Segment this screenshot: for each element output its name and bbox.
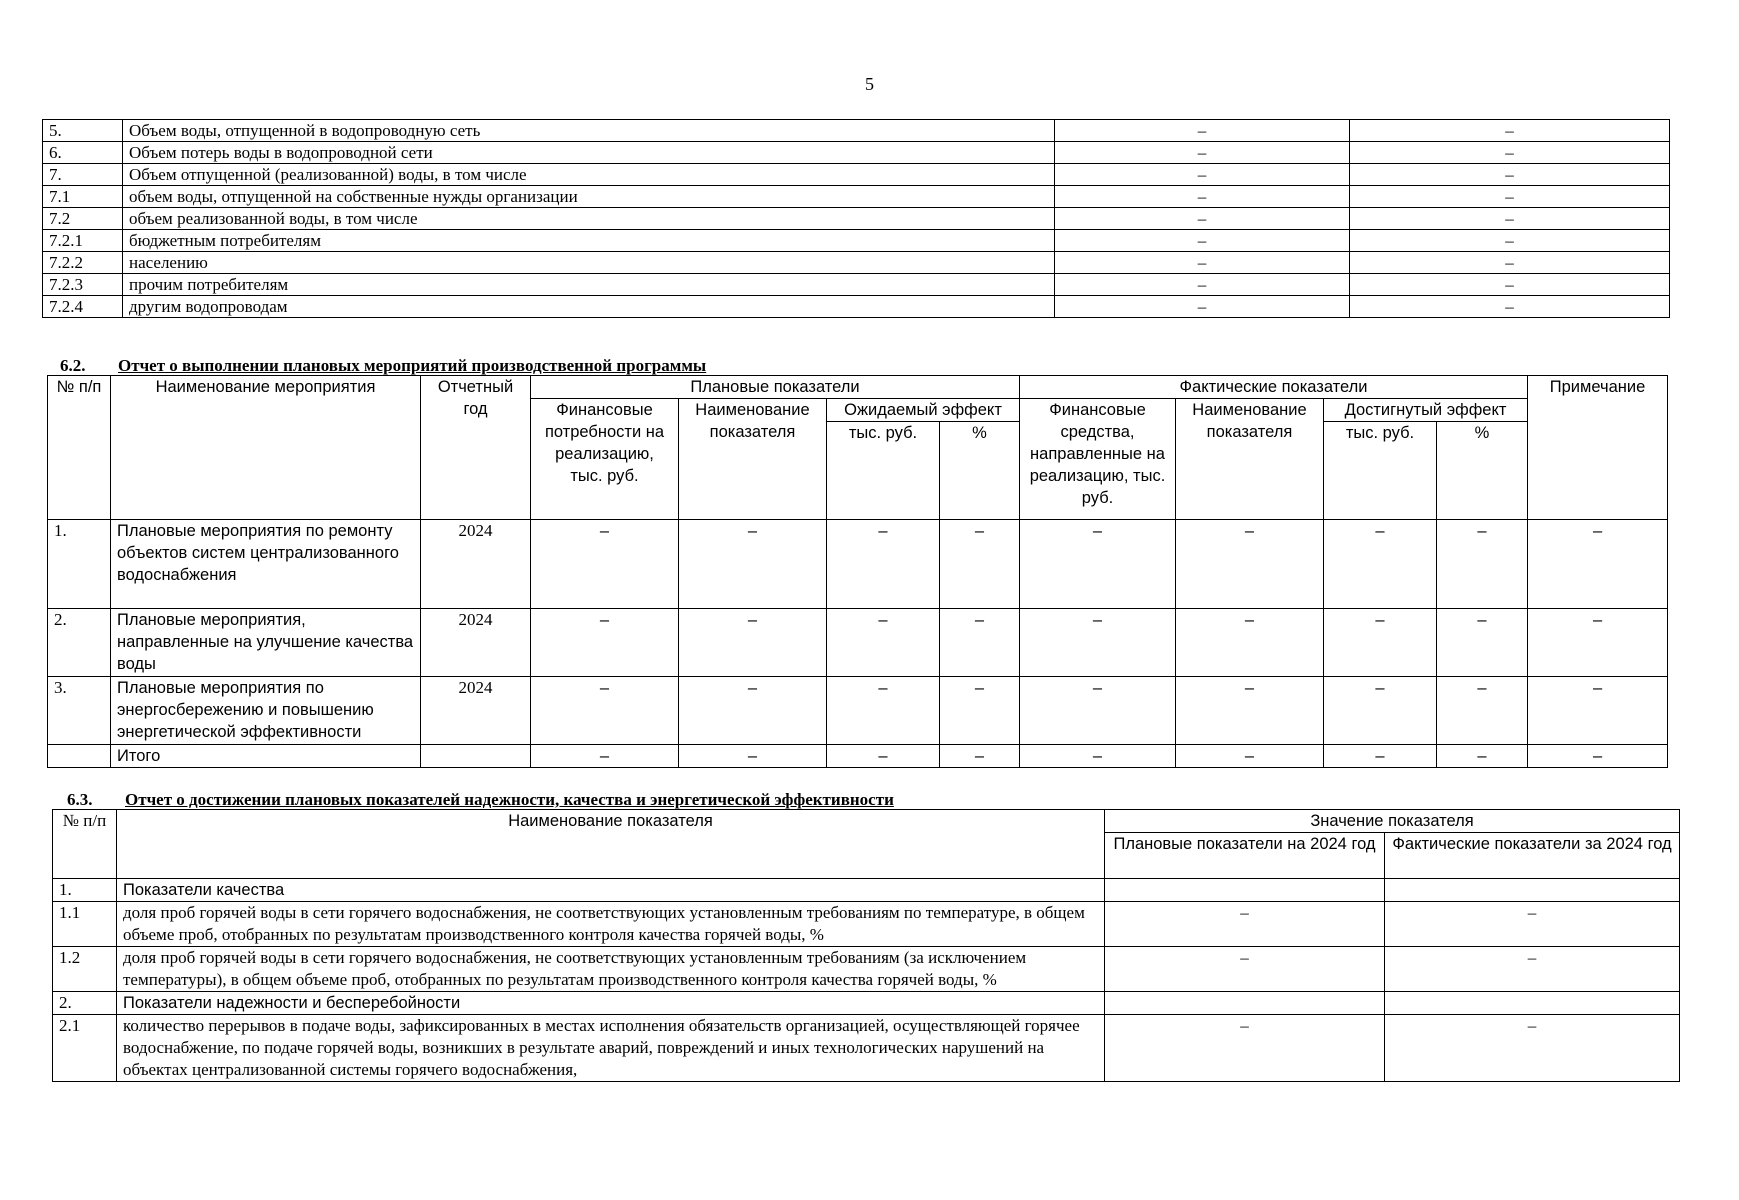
row-number: 7.2.3 xyxy=(43,274,123,296)
cell: – xyxy=(531,745,679,768)
fact-value: – xyxy=(1385,947,1680,992)
table-row xyxy=(53,902,1680,947)
row-year: 2024 xyxy=(421,609,531,677)
col-header-actual: Фактические показатели xyxy=(1020,376,1528,399)
plan-value: – xyxy=(1055,252,1350,274)
row-number: 7.2.1 xyxy=(43,230,123,252)
fact-value: – xyxy=(1350,142,1670,164)
col-header-name: Наименование показателя xyxy=(117,810,1105,879)
row-number: 1. xyxy=(53,879,117,902)
fact-value: – xyxy=(1350,208,1670,230)
plan-value: – xyxy=(1055,274,1350,296)
cell: – xyxy=(531,520,679,609)
cell: – xyxy=(1528,677,1668,745)
cell: – xyxy=(531,609,679,677)
row-number: 7.2.4 xyxy=(43,296,123,318)
cell: – xyxy=(1020,609,1176,677)
cell: – xyxy=(1528,520,1668,609)
plan-value: – xyxy=(1105,1015,1385,1082)
cell: – xyxy=(1324,520,1437,609)
cell: – xyxy=(1437,520,1528,609)
section-number: 6.3. xyxy=(67,790,93,809)
table-row xyxy=(53,947,1680,992)
col-header-year: Отчетный год xyxy=(421,376,531,520)
cell: – xyxy=(1020,677,1176,745)
cell: – xyxy=(679,609,827,677)
row-number: 5. xyxy=(43,120,123,142)
row-name: Объем отпущенной (реализованной) воды, в том числе xyxy=(123,164,1055,186)
cell: – xyxy=(940,745,1020,768)
row-number: 7. xyxy=(43,164,123,186)
col-header-name: Наименование мероприятия xyxy=(111,376,421,520)
row-number: 2.1 xyxy=(53,1015,117,1082)
section-number: 6.2. xyxy=(60,356,86,375)
row-name: объем реализованной воды, в том числе xyxy=(123,208,1055,230)
col-header-fact: Фактические показатели за 2024 год xyxy=(1385,833,1680,879)
cell: – xyxy=(827,745,940,768)
total-label: Итого xyxy=(111,745,421,768)
col-header-num: № п/п xyxy=(48,376,111,520)
col-header-num: № п/п xyxy=(53,810,117,879)
table-row xyxy=(53,879,1680,902)
plan-value xyxy=(1105,879,1385,902)
fact-value: – xyxy=(1350,164,1670,186)
fact-value: – xyxy=(1350,274,1670,296)
plan-value: – xyxy=(1105,902,1385,947)
total-year xyxy=(421,745,531,768)
row-name: Плановые мероприятия по ремонту объектов систем централизованного водоснабжения xyxy=(111,520,421,609)
cell: – xyxy=(1324,677,1437,745)
cell: – xyxy=(1324,609,1437,677)
col-header-note: Примечание xyxy=(1528,376,1668,520)
cell: – xyxy=(940,520,1020,609)
col-header-plan-indicator: Наименование показателя xyxy=(679,399,827,520)
fact-value: – xyxy=(1350,252,1670,274)
fact-value: – xyxy=(1385,1015,1680,1082)
table-row xyxy=(43,296,1670,318)
cell: – xyxy=(827,520,940,609)
row-number: 7.1 xyxy=(43,186,123,208)
row-name: Объем потерь воды в водопроводной сети xyxy=(123,142,1055,164)
measures-table xyxy=(47,375,1668,768)
row-name: Объем воды, отпущенной в водопроводную сеть xyxy=(123,120,1055,142)
fact-value: – xyxy=(1350,230,1670,252)
cell: – xyxy=(1020,520,1176,609)
cell: – xyxy=(1528,745,1668,768)
col-header-expected-effect: Ожидаемый эффект xyxy=(827,399,1020,422)
cell: – xyxy=(1176,745,1324,768)
row-name: доля проб горячей воды в сети горячего водоснабжения, не соответствующих установленным требованиям (за исключением температуры), в общем объеме проб, отобранных по результатам производственного контроля качества горячей воды, % xyxy=(117,947,1105,992)
plan-value: – xyxy=(1055,164,1350,186)
fact-value xyxy=(1385,879,1680,902)
col-header-plan: Плановые показатели на 2024 год xyxy=(1105,833,1385,879)
total-row xyxy=(48,745,1668,768)
row-number: 1. xyxy=(48,520,111,609)
cell: – xyxy=(1176,520,1324,609)
section-title: Отчет о выполнении плановых мероприятий производственной программы xyxy=(118,356,707,375)
fact-value xyxy=(1385,992,1680,1015)
row-number: 1.1 xyxy=(53,902,117,947)
fact-value: – xyxy=(1385,902,1680,947)
cell: – xyxy=(1437,609,1528,677)
row-name: прочим потребителям xyxy=(123,274,1055,296)
table-row xyxy=(48,677,1668,745)
indicators-table xyxy=(52,809,1680,1082)
row-name: населению xyxy=(123,252,1055,274)
cell: – xyxy=(1176,677,1324,745)
col-header-achieved-effect: Достигнутый эффект xyxy=(1324,399,1528,422)
fact-value: – xyxy=(1350,120,1670,142)
fact-value: – xyxy=(1350,186,1670,208)
row-name: Показатели надежности и бесперебойности xyxy=(117,992,1105,1015)
row-number: 1.2 xyxy=(53,947,117,992)
cell: – xyxy=(531,677,679,745)
plan-value: – xyxy=(1055,120,1350,142)
row-number: 2. xyxy=(48,609,111,677)
cell: – xyxy=(679,677,827,745)
section-heading xyxy=(60,356,706,376)
table-row xyxy=(53,992,1680,1015)
col-header-actual-indicator: Наименование показателя xyxy=(1176,399,1324,520)
col-header-planned: Плановые показатели xyxy=(531,376,1020,399)
table-row xyxy=(43,230,1670,252)
cell: – xyxy=(679,745,827,768)
section-title: Отчет о достижении плановых показателей надежности, качества и энергетической эффективности xyxy=(125,790,894,809)
section-heading xyxy=(67,790,894,810)
row-name: другим водопроводам xyxy=(123,296,1055,318)
table-row xyxy=(48,609,1668,677)
cell: – xyxy=(679,520,827,609)
row-name: бюджетным потребителям xyxy=(123,230,1055,252)
cell: – xyxy=(940,677,1020,745)
col-header-act-rub: тыс. руб. xyxy=(1324,422,1437,520)
table-row xyxy=(43,120,1670,142)
col-header-plan-finance: Финансовые потребности на реализацию, тыс. руб. xyxy=(531,399,679,520)
cell: – xyxy=(1528,609,1668,677)
cell: – xyxy=(827,609,940,677)
plan-value xyxy=(1105,992,1385,1015)
plan-value: – xyxy=(1055,230,1350,252)
row-name: количество перерывов в подаче воды, зафиксированных в местах исполнения обязательств организацией, осуществляющей горячее водоснабжение, по подаче горячей воды, возникших в результате аварий, повреждений и иных технологических нарушений на объектах централизованной системы горячего водоснабжения, xyxy=(117,1015,1105,1082)
table-row xyxy=(43,252,1670,274)
cell: – xyxy=(1437,745,1528,768)
row-number: 6. xyxy=(43,142,123,164)
plan-value: – xyxy=(1055,186,1350,208)
row-number: 7.2.2 xyxy=(43,252,123,274)
water-volume-table xyxy=(42,119,1670,318)
row-name: объем воды, отпущенной на собственные нужды организации xyxy=(123,186,1055,208)
table-row xyxy=(43,164,1670,186)
row-year: 2024 xyxy=(421,677,531,745)
cell: – xyxy=(1437,677,1528,745)
row-name: доля проб горячей воды в сети горячего водоснабжения, не соответствующих установленным требованиям по температуре, в общем объеме проб, отобранных по результатам производственного контроля качества горячей воды, % xyxy=(117,902,1105,947)
row-year: 2024 xyxy=(421,520,531,609)
plan-value: – xyxy=(1055,142,1350,164)
col-header-plan-pct: % xyxy=(940,422,1020,520)
cell: – xyxy=(1324,745,1437,768)
table-row xyxy=(43,208,1670,230)
table-row xyxy=(43,142,1670,164)
total-number xyxy=(48,745,111,768)
col-header-value: Значение показателя xyxy=(1105,810,1680,833)
row-number: 7.2 xyxy=(43,208,123,230)
row-number: 3. xyxy=(48,677,111,745)
table-row xyxy=(43,186,1670,208)
plan-value: – xyxy=(1055,296,1350,318)
row-number: 2. xyxy=(53,992,117,1015)
table-row xyxy=(48,520,1668,609)
row-name: Плановые мероприятия по энергосбережению и повышению энергетической эффективности xyxy=(111,677,421,745)
cell: – xyxy=(827,677,940,745)
col-header-actual-finance: Финансовые средства, направленные на реализацию, тыс. руб. xyxy=(1020,399,1176,520)
plan-value: – xyxy=(1105,947,1385,992)
row-name: Плановые мероприятия, направленные на улучшение качества воды xyxy=(111,609,421,677)
row-name: Показатели качества xyxy=(117,879,1105,902)
plan-value: – xyxy=(1055,208,1350,230)
col-header-act-pct: % xyxy=(1437,422,1528,520)
col-header-plan-rub: тыс. руб. xyxy=(827,422,940,520)
table-row xyxy=(53,1015,1680,1082)
page-number: 5 xyxy=(865,74,874,94)
cell: – xyxy=(1020,745,1176,768)
cell: – xyxy=(1176,609,1324,677)
cell: – xyxy=(940,609,1020,677)
fact-value: – xyxy=(1350,296,1670,318)
table-row xyxy=(43,274,1670,296)
